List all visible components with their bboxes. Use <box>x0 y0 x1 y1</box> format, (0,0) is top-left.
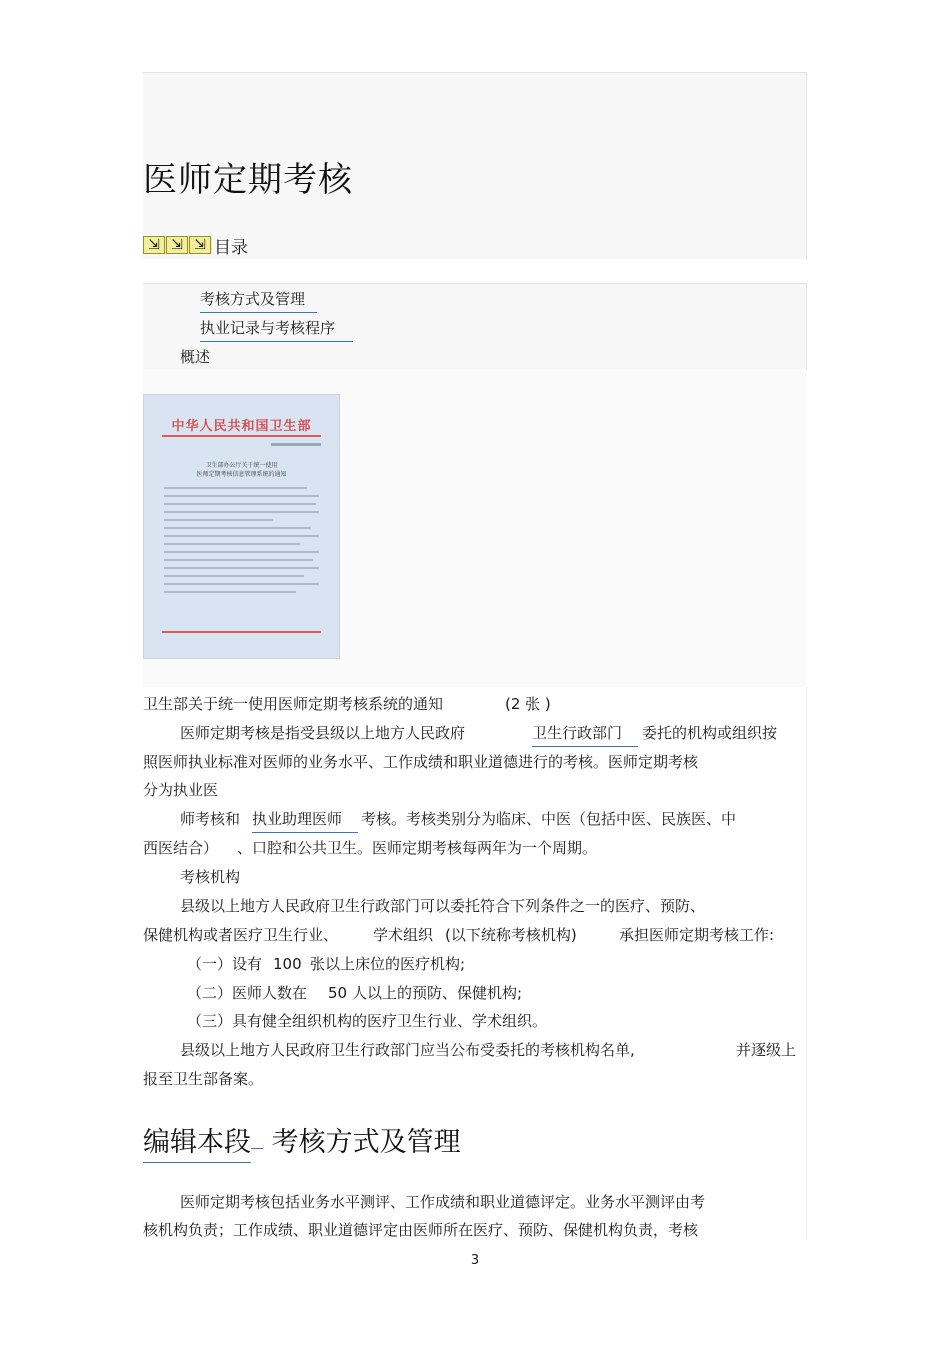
list-item: （三）具有健全组织机构的医疗卫生行业、学术组织。 <box>187 1012 548 1030</box>
image-body-lines <box>164 487 319 599</box>
paragraph-text: 照医师执业标准对医师的业务水平、工作成绩和职业道德进行的考核。医师定期考核 <box>143 753 699 771</box>
link-health-admin-dept[interactable]: 卫生行政部门 <box>532 723 638 747</box>
paragraph-text: 分为执业医 <box>143 781 219 799</box>
image-subtitle-line2: 医师定期考核信息管理系统的通知 <box>196 471 287 478</box>
image-count[interactable]: (2 张 ) <box>505 695 551 713</box>
paragraph-text: (以下统称考核机构) <box>445 926 577 944</box>
toc-arrow-icon[interactable]: ⇲ <box>166 236 188 254</box>
image-text-line <box>164 575 304 577</box>
image-header-text: 中华人民共和国卫生部 <box>171 419 312 434</box>
paragraph-text: 学术组织 <box>373 926 434 944</box>
paragraph-text: 、口腔和公共卫生。医师定期考核每两年为一个周期。 <box>237 839 598 857</box>
image-text-line <box>164 543 300 545</box>
toc-icon-group[interactable] <box>143 236 212 254</box>
image-text-line <box>164 583 319 585</box>
image-text-line <box>164 495 319 497</box>
link-assistant-physician[interactable]: 执业助理医师 <box>252 809 358 833</box>
image-text-line <box>164 567 319 569</box>
image-text-line <box>164 519 273 521</box>
paragraph-text: 县级以上地方人民政府卫生行政部门可以委托符合下列条件之一的医疗、预防、 <box>180 897 706 915</box>
image-text-line <box>164 503 316 505</box>
paragraph-text: 师考核和 <box>180 810 241 828</box>
page-number: 3 <box>470 1253 480 1268</box>
image-caption: 卫生部关于统一使用医师定期考核系统的通知 <box>143 695 444 713</box>
edit-section-link[interactable]: 编辑本段 <box>143 1127 251 1163</box>
image-text-line <box>164 591 296 593</box>
toc-header[interactable] <box>143 234 248 256</box>
paragraph-text: 委托的机构或组织按 <box>642 724 778 742</box>
paragraph-text: 西医结合） <box>143 839 219 857</box>
paragraph-text: 医师定期考核是指受县级以上地方人民政府 <box>180 724 466 742</box>
toc-arrow-icon[interactable]: ⇲ <box>189 236 211 254</box>
edit-link-underline <box>251 1120 263 1149</box>
paragraph-text: 承担医师定期考核工作: <box>619 926 775 944</box>
list-item: 50 <box>328 984 348 1002</box>
list-item: 100 <box>273 955 302 973</box>
toc-arrow-icon[interactable]: ⇲ <box>143 236 165 254</box>
image-text-line <box>164 551 319 553</box>
image-red-rule-bottom <box>162 631 321 633</box>
paragraph-text: 县级以上地方人民政府卫生行政部门应当公布受委托的考核机构名单, <box>180 1041 635 1059</box>
image-text-line <box>164 527 311 529</box>
image-text-line <box>164 535 319 537</box>
list-item: 张以上床位的医疗机构; <box>310 955 466 973</box>
list-item: 人以上的预防、保健机构; <box>352 984 523 1002</box>
section-heading <box>143 1120 461 1159</box>
notice-document-image[interactable] <box>143 394 340 659</box>
toc-link-overview[interactable]: 概述 <box>180 348 211 366</box>
paragraph-text: 报至卫生部备案。 <box>143 1070 264 1088</box>
image-red-rule <box>162 435 321 437</box>
paragraph-text: 并逐级上 <box>736 1041 797 1059</box>
image-text-line <box>164 559 313 561</box>
section-heading-text: 考核方式及管理 <box>271 1127 461 1158</box>
page-title: 医师定期考核 <box>143 160 353 200</box>
image-subtitle-line1: 卫生部办公厅关于统一使用 <box>205 462 278 469</box>
paragraph-text: 医师定期考核包括业务水平测评、工作成绩和职业道德评定。业务水平测评由考 <box>180 1193 706 1211</box>
toc-link-assessment-method[interactable]: 考核方式及管理 <box>200 288 317 313</box>
list-item: （二）医师人数在 <box>187 984 308 1002</box>
image-text-line <box>164 511 319 513</box>
list-item: （一）设有 <box>187 955 263 973</box>
paragraph-text: 保健机构或者医疗卫生行业、 <box>143 926 339 944</box>
image-text-line <box>164 487 307 489</box>
toc-label: 目录 <box>214 237 248 258</box>
paragraph-text: 核机构负责；工作成绩、职业道德评定由医师所在医疗、预防、保健机构负责，考核 <box>143 1221 699 1239</box>
section-label: 考核机构 <box>180 868 241 886</box>
image-doc-number <box>271 443 321 446</box>
toc-link-practice-records[interactable]: 执业记录与考核程序 <box>200 317 353 342</box>
paragraph-text: 考核。考核类别分为临床、中医（包括中医、民族医、中 <box>361 810 737 828</box>
image-subtitle <box>144 461 339 479</box>
